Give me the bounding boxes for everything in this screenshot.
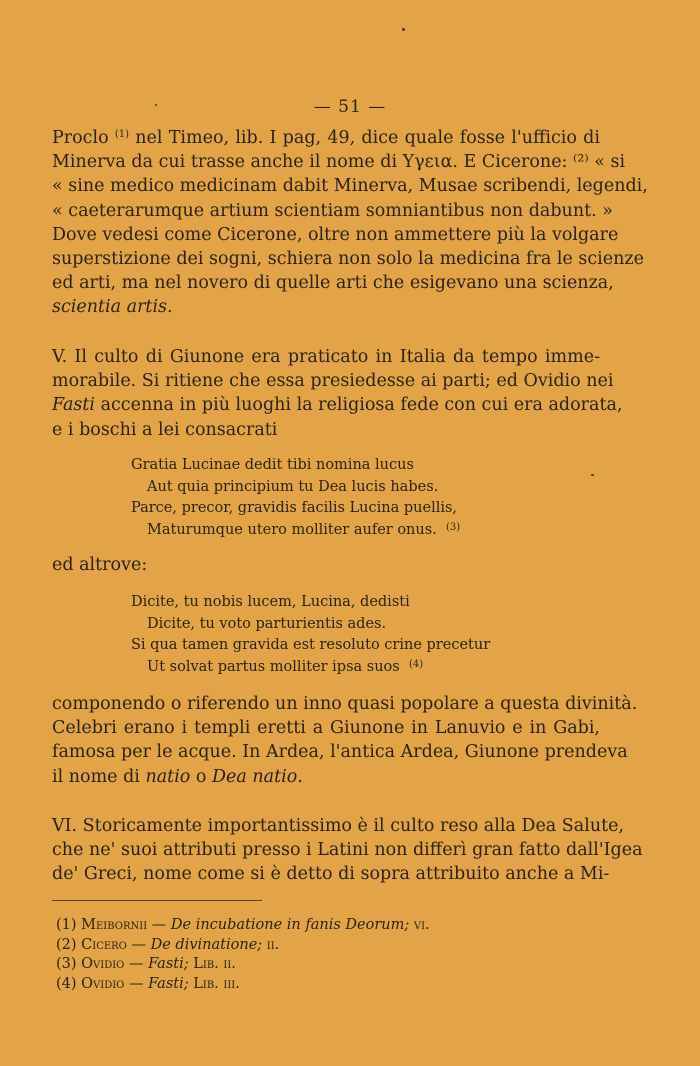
verse-line: Dicite, tu voto parturientis ades. (147, 615, 387, 632)
text-line: e i boschi a lei consacrati (52, 419, 278, 440)
connector-line (52, 553, 600, 577)
text-line: Dove vedesi come Cicerone, oltre non ammettere più la volgare (52, 224, 619, 245)
verse-quotation-2 (131, 592, 551, 678)
verse-quotation-1 (131, 455, 551, 541)
text-line: il nome di natio o Dea natio. (52, 766, 303, 787)
text-line: VI. Storicamente importantissimo è il culto reso alla Dea Salute, (52, 816, 625, 836)
footnote-ref: (3) (446, 521, 461, 533)
text-line: « sine medico medicinam dabit Minerva, Musae scribendi, legendi, (52, 176, 648, 197)
text-line: scientia artis. (52, 297, 173, 318)
text-line: che ne' suoi attributi presso i Latini non differì gran fatto dall'Igea (52, 840, 643, 861)
verse-line: Dicite, tu nobis lucem, Lucina, dedisti (131, 594, 410, 610)
footnote-divider (52, 900, 262, 901)
text-line: V. Il culto di Giunone era praticato in Italia da tempo imme- (52, 347, 600, 367)
paragraph-salute (52, 814, 643, 887)
footnote: (2) Cicero — De divinatione; ii. (56, 936, 280, 953)
text-line: « caeterarumque artium scientiam somniantibus non dabunt. » (52, 200, 613, 221)
text-line: ed arti, ma nel novero di quelle arti che esigevano una scienza, (52, 273, 614, 294)
page-number: — 51 — (313, 97, 387, 117)
text-line: morabile. Si ritiene che essa presiedesse ai parti; ed Ovidio nei (52, 371, 614, 392)
verse-line: Maturumque utero molliter aufer onus. $^{(3)}$ (147, 521, 461, 538)
footnote-ref: (1) (114, 129, 130, 140)
text-line: Proclo $^{(1)}$ nel Timeo, lib. I pag, 49, dice quale fosse l'ufficio di (52, 128, 600, 148)
text-line: superstizione dei sogni, schiera non solo la medicina fra le scienze (52, 249, 644, 270)
paper-speck (402, 28, 405, 31)
footnote-ref: (4) (408, 658, 424, 670)
verse-line: Parce, precor, gravidis facilis Lucina puellis, (131, 500, 458, 516)
paragraph-proclo (52, 126, 648, 320)
connector-text: ed altrove: (52, 555, 148, 575)
footnote: (1) Meibornii — De incubatione in fanis Deorum; vi. (56, 917, 430, 933)
text-line: Minerva da cui trasse anche il nome di Υγεια. E Cicerone: ⁽²⁾ « si (52, 152, 626, 173)
text-line: Celebri erano i templi eretti a Giunone in Lanuvio e in Gabi, (52, 718, 600, 739)
footnotes (56, 916, 616, 994)
verse-line: Ut solvat partus molliter ipsa suos $^{(4)}$ (147, 658, 424, 675)
text-line: Fasti accenna in più luoghi la religiosa fede con cui era adorata, (52, 395, 623, 416)
verse-line: Gratia Lucinae dedit tibi nomina lucus (131, 457, 414, 473)
paragraph-giunone (52, 345, 623, 442)
paragraph-componendo (52, 692, 638, 789)
paper-speck (591, 474, 594, 476)
footnote: (3) Ovidio — Fasti; Lib. ii. (56, 956, 236, 972)
verse-line: Si qua tamen gravida est resoluto crine precetur (131, 637, 491, 653)
text-line: de' Greci, nome come si è detto di sopra attribuito anche a Mi- (52, 864, 610, 885)
text-line: famosa per le acque. In Ardea, l'antica Ardea, Giunone prendeva (52, 742, 628, 763)
footnote: (4) Ovidio — Fasti; Lib. iii. (56, 975, 240, 992)
text-line: componendo o riferendo un inno quasi popolare a questa divinità. (52, 694, 638, 714)
verse-line: Aut quia principium tu Dea lucis habes. (147, 478, 439, 495)
